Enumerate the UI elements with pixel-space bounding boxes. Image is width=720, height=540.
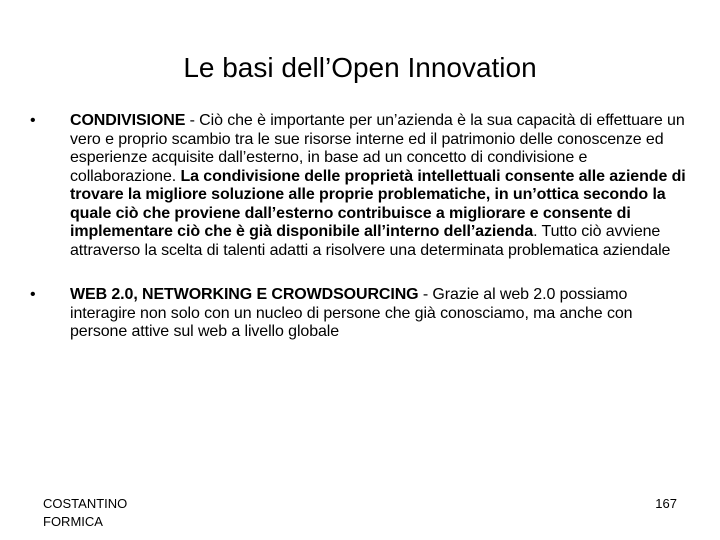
bullet-text: - Grazie al web 2.0 possiamo interagire non solo con un nucleo di persone che già conosciamo, ma anche con persone attive sul web a livello globale xyxy=(70,286,633,340)
bullet-list xyxy=(30,112,692,342)
bullet-heading: CONDIVISIONE xyxy=(70,112,186,129)
slide-title: Le basi dell’Open Innovation xyxy=(183,52,537,83)
bullet-text: - Ciò che è importante per un’azienda è la sua capacità di effettuare un vero e proprio scambio tra le sue risorse interne ed il patrimonio delle conoscenze ed esperienze acquisite dall’esterno, in base ad un concetto di condivisione e collaborazione. xyxy=(70,112,685,185)
bullet-marker: • xyxy=(30,286,36,303)
bullet-item-condivisione xyxy=(30,112,692,260)
bullet-text: . Tutto ciò avviene attraverso la scelta di talenti adatti a risolvere una determinata problematica aziendale xyxy=(70,223,671,259)
bullet-bold-text: La condivisione delle proprietà intellettuali consente alle aziende di trovare la migliore soluzione alle proprie problematiche, in un’ottica secondo la quale ciò che proviene dall’esterno contribuisce a migliorare e consente di implementare ciò che è già disponibile all’interno dell’azienda xyxy=(70,167,686,240)
page-number: 167 xyxy=(655,496,677,511)
bullet-heading: WEB 2.0, NETWORKING E CROWDSOURCING xyxy=(70,286,419,303)
bullet-item-web20 xyxy=(30,286,692,342)
bullet-marker: • xyxy=(30,112,36,129)
footer-author: COSTANTINO FORMICA xyxy=(43,496,128,529)
